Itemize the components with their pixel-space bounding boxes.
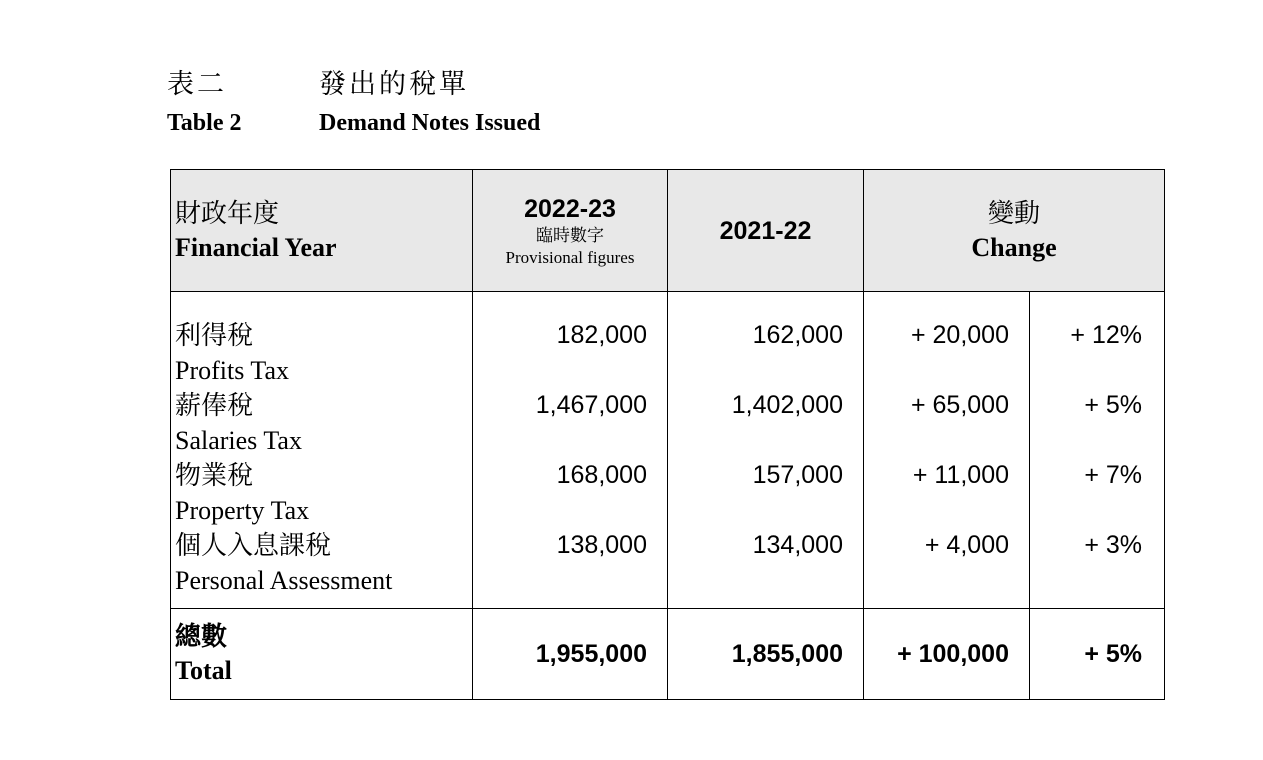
cell-change: + 65,000 — [864, 388, 1030, 458]
row-label-en: Personal Assessment — [175, 566, 393, 595]
header-financial-year-zh: 財政年度 — [175, 198, 280, 228]
cell-2022-23: 168,000 — [473, 458, 668, 528]
cell-2021-22: 1,402,000 — [668, 388, 864, 458]
table-caption-chinese — [167, 62, 469, 101]
row-label-zh: 物業稅 — [175, 461, 254, 490]
cell-change-percent: + 12% — [1030, 292, 1165, 389]
row-label — [171, 388, 473, 458]
total-2021-22: 1,855,000 — [668, 609, 864, 700]
cell-2022-23: 138,000 — [473, 528, 668, 609]
row-label — [171, 528, 473, 609]
table-title-english: Demand Notes Issued — [319, 110, 541, 136]
table-row — [171, 528, 1165, 609]
cell-change: + 11,000 — [864, 458, 1030, 528]
table-row — [171, 458, 1165, 528]
header-2021-22 — [668, 170, 864, 292]
cell-change-percent: + 7% — [1030, 458, 1165, 528]
header-change — [864, 170, 1165, 292]
row-label-en: Profits Tax — [175, 356, 289, 385]
header-provisional-zh: 臨時數字 — [536, 225, 604, 245]
cell-2021-22: 134,000 — [668, 528, 864, 609]
cell-change-percent: + 5% — [1030, 388, 1165, 458]
header-provisional-en: Provisional figures — [505, 247, 635, 267]
table-header-row — [171, 170, 1165, 292]
table-number-chinese: 表二 — [167, 69, 227, 99]
total-change: + 100,000 — [864, 609, 1030, 700]
cell-2021-22: 157,000 — [668, 458, 864, 528]
row-label-zh: 薪俸稅 — [175, 391, 254, 420]
header-2022-23 — [473, 170, 668, 292]
row-label — [171, 458, 473, 528]
demand-notes-table — [170, 169, 1165, 700]
header-financial-year-en: Financial Year — [175, 232, 337, 262]
table-total-row — [171, 609, 1165, 700]
table-number-english: Table 2 — [167, 110, 242, 136]
total-label-zh: 總數 — [175, 622, 228, 651]
row-label-en: Salaries Tax — [175, 426, 302, 455]
table-caption-english — [167, 110, 540, 137]
cell-2021-22: 162,000 — [668, 292, 864, 389]
total-label — [171, 609, 473, 700]
cell-change: + 4,000 — [864, 528, 1030, 609]
cell-2022-23: 182,000 — [473, 292, 668, 389]
row-label-zh: 利得稅 — [175, 321, 254, 350]
header-change-zh: 變動 — [987, 198, 1040, 228]
total-change-percent: + 5% — [1030, 609, 1165, 700]
header-2021-22-year: 2021-22 — [719, 216, 812, 245]
table-row — [171, 388, 1165, 458]
table-row — [171, 292, 1165, 389]
header-change-en: Change — [971, 232, 1057, 262]
table-title-chinese: 發出的稅單 — [319, 69, 469, 99]
row-label-en: Property Tax — [175, 496, 310, 525]
cell-2022-23: 1,467,000 — [473, 388, 668, 458]
row-label — [171, 292, 473, 389]
header-financial-year — [171, 170, 473, 292]
total-2022-23: 1,955,000 — [473, 609, 668, 700]
cell-change: + 20,000 — [864, 292, 1030, 389]
total-label-en: Total — [175, 656, 232, 685]
row-label-zh: 個人入息課稅 — [175, 531, 332, 560]
cell-change-percent: + 3% — [1030, 528, 1165, 609]
header-2022-23-year: 2022-23 — [524, 194, 616, 223]
